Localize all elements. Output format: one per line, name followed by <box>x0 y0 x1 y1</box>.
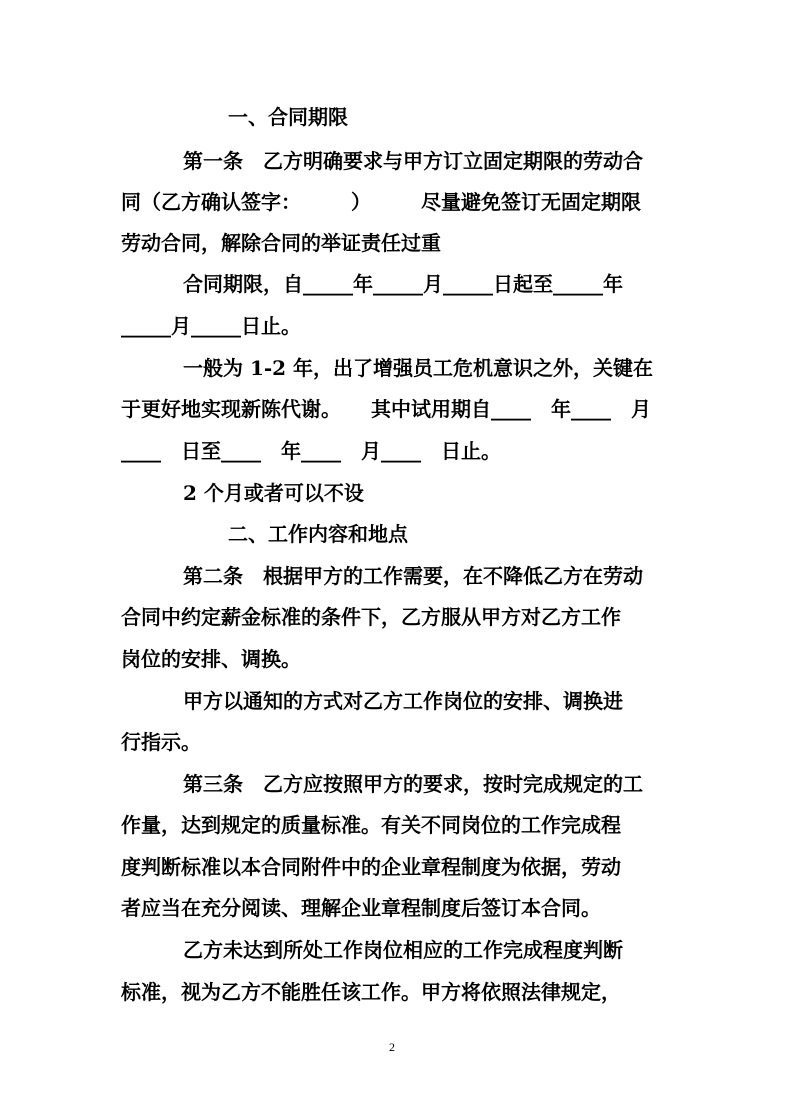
paragraph-line: 合同中约定薪金标准的条件下，乙方服从甲方对乙方工作 <box>121 605 621 629</box>
paragraph-line: 乙方未达到所处工作岗位相应的工作完成程度判断 <box>183 938 623 962</box>
paragraph-line: 合同期限，自_____年_____月_____日起至_____年 <box>183 272 623 296</box>
section-heading-content: 二、工作内容和地点 <box>228 522 408 546</box>
paragraph-line: 作量，达到规定的质量标准。有关不同岗位的工作完成程 <box>121 813 621 837</box>
paragraph-line: _____月_____日止。 <box>121 314 301 338</box>
paragraph-line: 者应当在充分阅读、理解企业章程制度后签订本合同。 <box>121 896 601 920</box>
paragraph-line: 第一条 乙方明确要求与甲方订立固定期限的劳动合 <box>183 149 643 173</box>
paragraph-line: 行指示。 <box>121 730 201 754</box>
paragraph-line: 度判断标准以本合同附件中的企业章程制度为依据，劳动 <box>121 855 621 879</box>
paragraph-line: 标准，视为乙方不能胜任该工作。甲方将依照法律规定， <box>121 980 621 1004</box>
paragraph-line: 于更好地实现新陈代谢。 其中试用期自____ 年____ 月 <box>121 397 651 421</box>
paragraph-line: 一般为 1-2 年，出了增强员工危机意识之外，关键在 <box>183 356 654 380</box>
paragraph-line: 岗位的安排、调换。 <box>121 647 301 671</box>
paragraph-line: ____ 日至____ 年____ 月____ 日止。 <box>121 439 501 463</box>
paragraph-line: 劳动合同，解除合同的举证责任过重 <box>121 231 441 255</box>
section-heading-term: 一、合同期限 <box>228 105 348 129</box>
paragraph-line: 同（乙方确认签字： ） 尽量避免签订无固定期限 <box>121 190 641 214</box>
paragraph-line: 第三条 乙方应按照甲方的要求，按时完成规定的工 <box>183 772 643 796</box>
paragraph-line: 甲方以通知的方式对乙方工作岗位的安排、调换进 <box>183 689 623 713</box>
page-number: 2 <box>389 1040 395 1054</box>
paragraph-line: 第二条 根据甲方的工作需要，在不降低乙方在劳动 <box>183 564 643 588</box>
paragraph-line: 2 个月或者可以不设 <box>183 481 364 505</box>
